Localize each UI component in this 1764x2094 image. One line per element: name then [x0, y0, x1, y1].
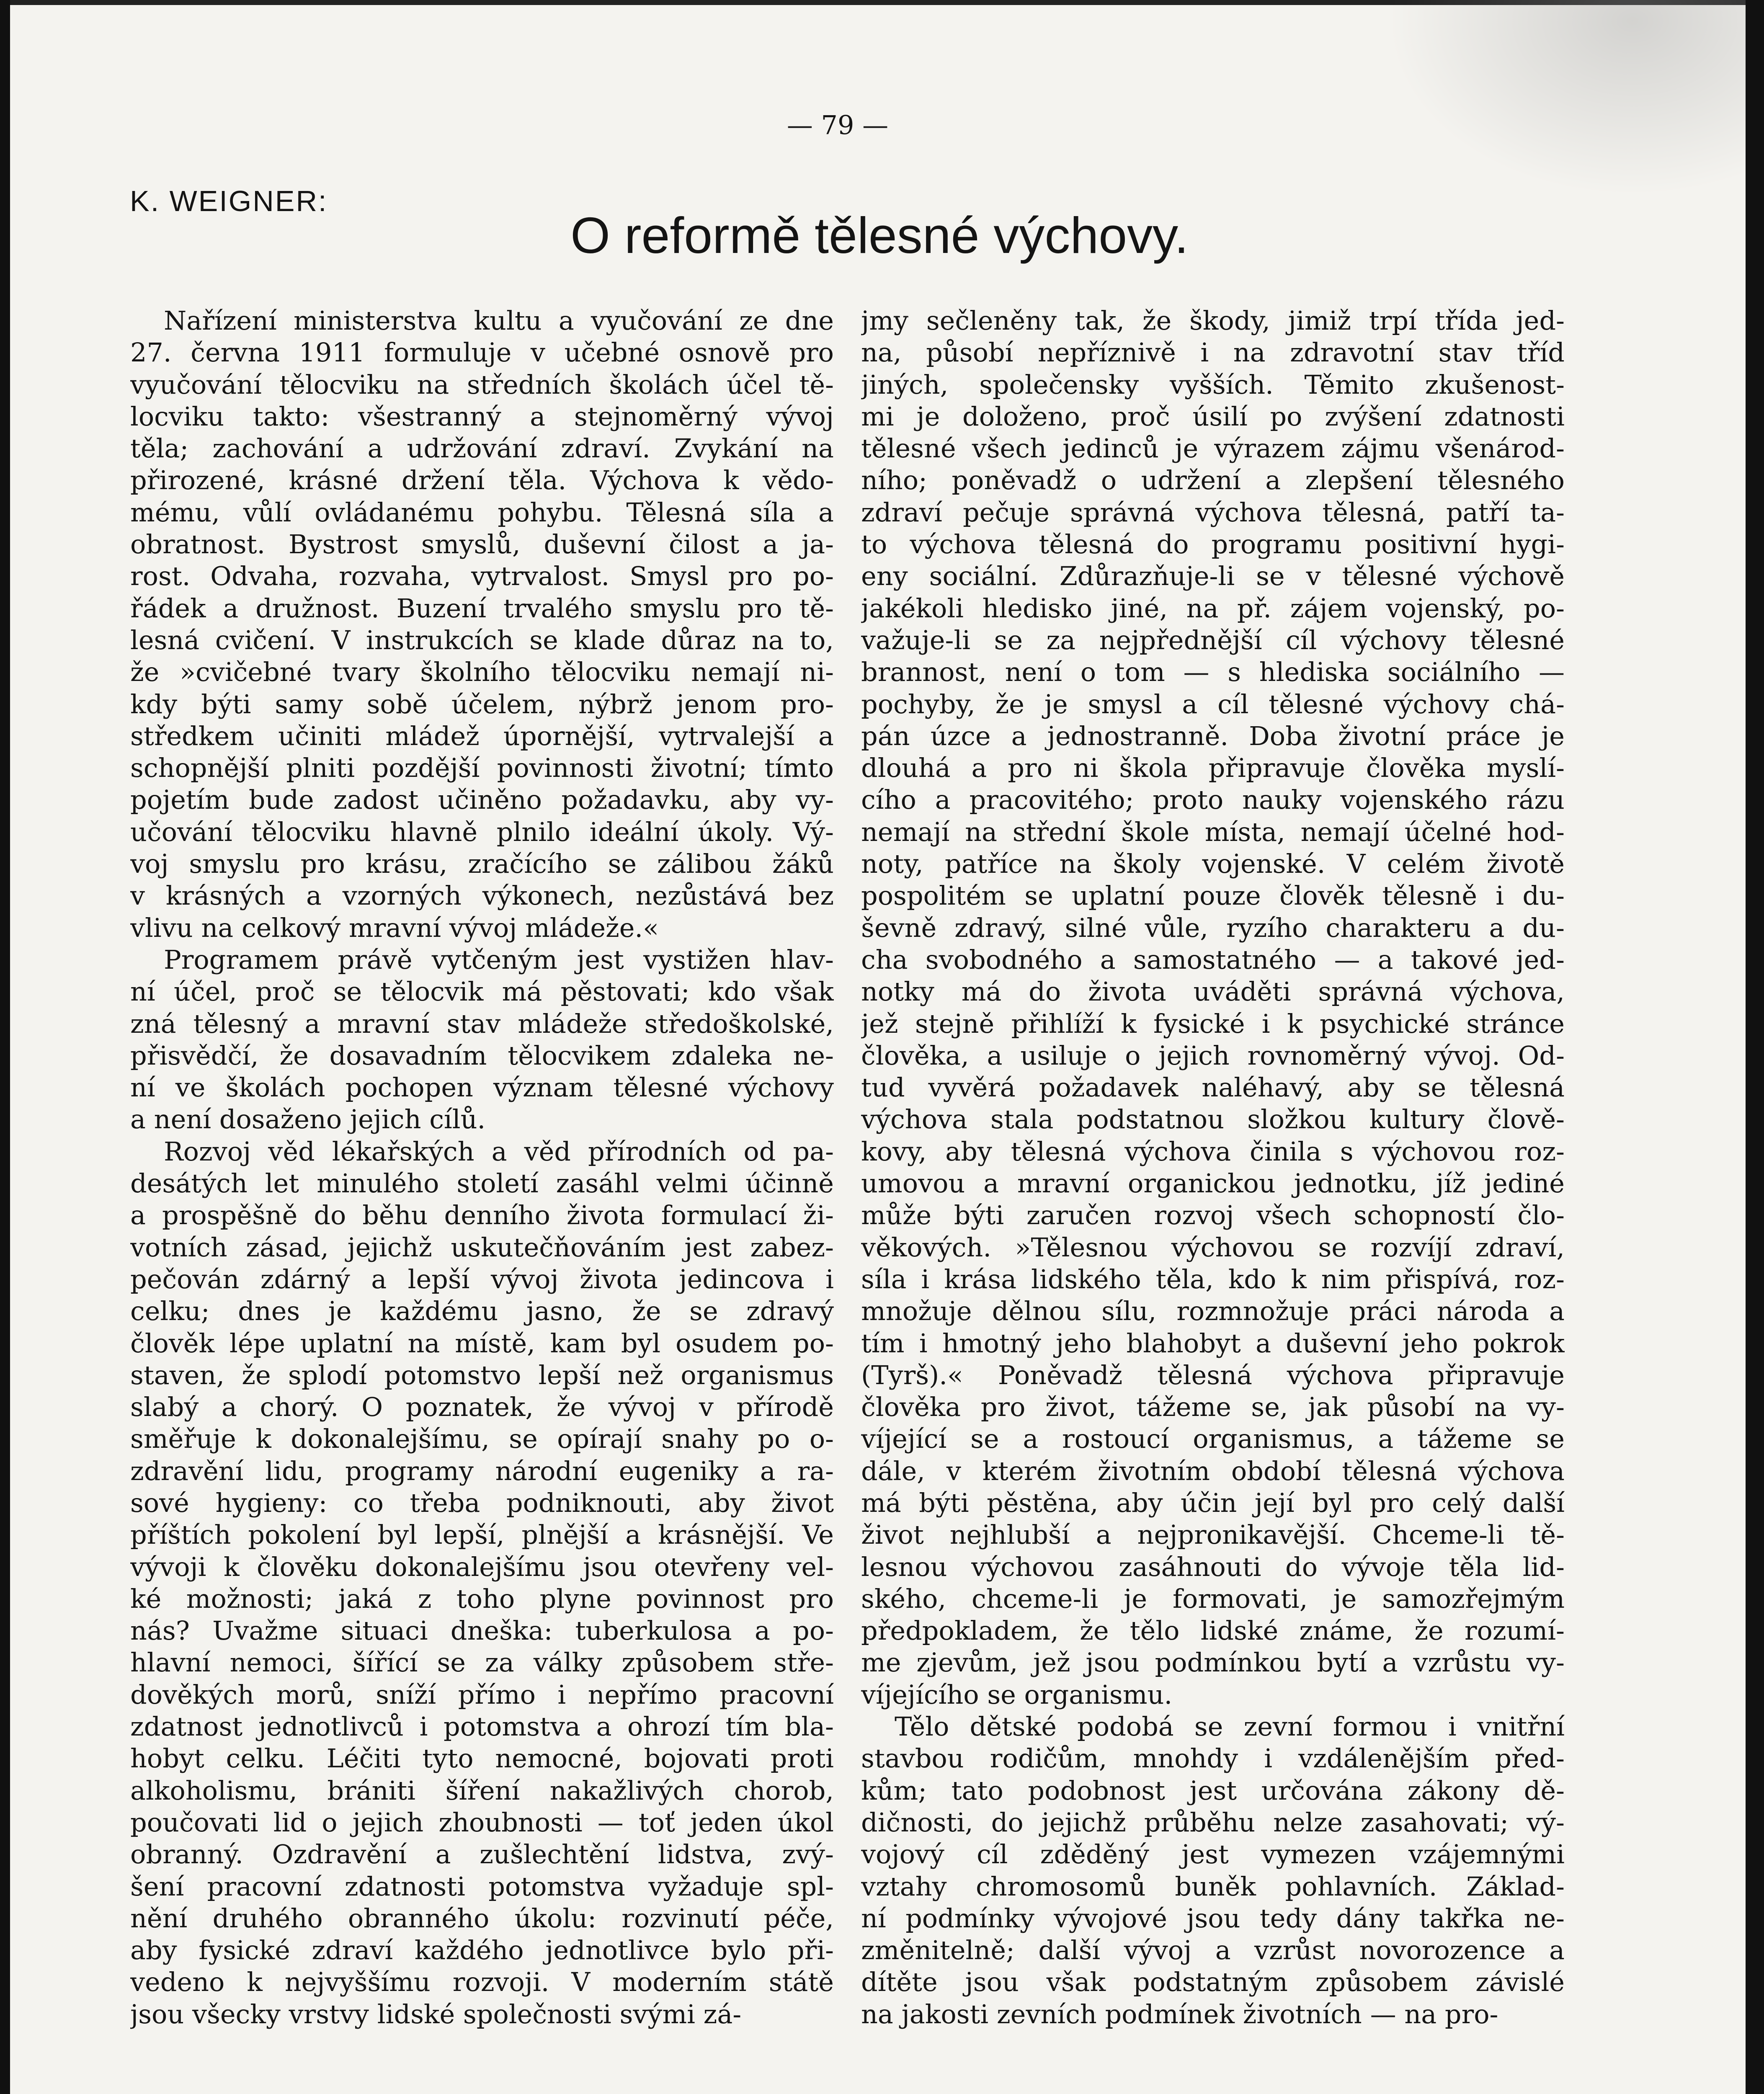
text-line: dověkých morů, sníží přímo i nepřímo pracovní	[130, 1679, 834, 1710]
text-line: příštích pokolení byl lepší, plnější a krásnější. Ve	[130, 1519, 834, 1550]
text-line: vlivu na celkový mravní vývoj mládeže.«	[130, 912, 659, 943]
text-line: předpokladem, že tělo lidské známe, že rozumí-	[861, 1615, 1565, 1646]
text-line: pospolitém se uplatní pouze člověk tělesně i du-	[861, 880, 1565, 911]
text-line: to výchova tělesná do programu positivní hygi-	[861, 529, 1565, 560]
text-line: může býti zaručen rozvoj všech schopností člo-	[861, 1200, 1565, 1231]
text-line: pojetím bude zadost učiněno požadavku, aby vy-	[130, 784, 834, 815]
text-line: život nejhlubší a nejpronikavější. Chceme-li tě-	[861, 1519, 1565, 1550]
text-line: že »cvičebné tvary školního tělocviku nemají ni-	[130, 657, 834, 688]
text-line: středkem učiniti mládež úpornější, vytrvalejší a	[130, 720, 834, 751]
text-line: celku; dnes je každému jasno, že se zdravý	[130, 1296, 834, 1327]
text-line: poučovati lid o jejich zhoubnosti — toť jeden úkol	[130, 1807, 834, 1838]
text-line: zdatnost jednotlivců i potomstva a ohrozí tím bla-	[130, 1711, 834, 1742]
text-line: kdy býti samy sobě účelem, nýbrž jenom pro-	[130, 689, 834, 719]
text-line: ké možnosti; jaká z toho plyne povinnost pro	[130, 1583, 834, 1614]
text-line: schopnější plniti pozdější povinnosti životní; tímto	[130, 753, 834, 784]
text-column-left	[130, 305, 834, 2030]
text-line: Nařízení ministerstva kultu a vyučování ze dne	[164, 305, 834, 336]
text-line: umovou a mravní organickou jednotku, jíž jediné	[861, 1168, 1565, 1199]
text-line: přirozené, krásné držení těla. Výchova k vědo-	[130, 465, 834, 496]
text-line: směřuje k dokonalejšímu, se opírají snahy po o-	[130, 1424, 834, 1454]
text-line: víjejícího se organismu.	[861, 1679, 1173, 1710]
text-line: mému, vůlí ovládanému pohybu. Tělesná síla a	[130, 497, 834, 528]
text-line: jmy sečleněny tak, že škody, jimiž trpí třída jed-	[861, 305, 1565, 336]
text-line: řádek a družnost. Buzení trvalého smyslu pro tě-	[130, 593, 834, 624]
text-line: zdravění lidu, programy národní eugeniky a ra-	[130, 1455, 834, 1486]
text-line: hobyt celku. Léčiti tyto nemocné, bojovati proti	[130, 1743, 834, 1774]
text-line: važuje-li se za nejpřednější cíl výchovy tělesné	[861, 624, 1565, 655]
text-line: cího a pracovitého; proto nauky vojenského rázu	[861, 784, 1565, 815]
text-line: (Tyrš).« Poněvadž tělesná výchova připravuje	[861, 1359, 1565, 1390]
text-line: nás? Uvažme situaci dneška: tuberkulosa a po-	[130, 1615, 834, 1646]
text-line: kům; tato podobnost jest určována zákony dě-	[861, 1775, 1565, 1806]
scan-smudge	[1369, 0, 1746, 209]
text-line: jakékoli hledisko jiné, na př. zájem vojenský, po-	[861, 593, 1565, 624]
text-line: ševně zdravý, silné vůle, ryzího charakteru a du-	[861, 912, 1565, 943]
text-line: votních zásad, jejichž uskutečňováním jest zabez-	[130, 1232, 834, 1263]
text-line: pán úzce a jednostranně. Doba životní práce je	[861, 720, 1565, 751]
text-line: zná tělesný a mravní stav mládeže středoškolské,	[130, 1008, 834, 1039]
text-line: těla; zachování a udržování zdraví. Zvykání na	[130, 433, 834, 464]
text-line: brannost, není o tom — s hlediska sociálního —	[861, 657, 1565, 688]
text-line: ní účel, proč se tělocvik má pěstovati; kdo však	[130, 976, 834, 1007]
text-line: hlavní nemoci, šířící se za války způsobem stře-	[130, 1647, 834, 1678]
text-line: Rozvoj věd lékařských a věd přírodních od pa-	[164, 1136, 834, 1167]
text-line: kovy, aby tělesná výchova činila s výchovou roz-	[861, 1136, 1565, 1167]
text-line: stavbou rodičům, mnohdy i vzdálenějším před-	[861, 1743, 1565, 1774]
text-line: vývoji k člověku dokonalejšímu jsou otevřeny vel-	[130, 1551, 834, 1582]
text-line: desátých let minulého století zasáhl velmi účinně	[130, 1168, 834, 1199]
text-line: vedeno k nejvyššímu rozvoji. V moderním státě	[130, 1967, 834, 1998]
text-line: dlouhá a pro ni škola připravuje člověka myslí-	[861, 753, 1565, 784]
text-line: tím i hmotný jeho blahobyt a duševní jeho pokrok	[861, 1328, 1565, 1359]
text-line: Programem právě vytčeným jest vystižen hlav-	[164, 944, 834, 975]
text-line: notky má do života uváděti správná výchova,	[861, 976, 1565, 1007]
text-line: přisvědčí, že dosavadním tělocvikem zdaleka ne-	[130, 1040, 834, 1071]
text-line: slabý a chorý. O poznatek, že vývoj v přírodě	[130, 1392, 834, 1423]
text-line: člověka, a usiluje o jejich rovnoměrný vývoj. Od-	[861, 1040, 1565, 1071]
text-line: 27. června 1911 formuluje v učebné osnově pro	[130, 337, 834, 368]
text-line: tud vyvěrá požadavek naléhavý, aby se tělesná	[861, 1072, 1565, 1103]
text-line: alkoholismu, brániti šíření nakažlivých chorob,	[130, 1775, 834, 1806]
text-line: dále, v kterém životním období tělesná výchova	[861, 1455, 1565, 1486]
text-line: locviku takto: všestranný a stejnoměrný vývoj	[130, 401, 834, 432]
text-line: lesná cvičení. V instrukcích se klade důraz na to,	[130, 624, 834, 655]
text-line: věkových. »Tělesnou výchovou se rozvíjí zdraví,	[861, 1232, 1565, 1263]
text-line: učování tělocviku hlavně plnilo ideální úkoly. Vý-	[130, 816, 834, 847]
text-line: lesnou výchovou zasáhnouti do vývoje těla lid-	[861, 1551, 1565, 1582]
text-line: rost. Odvaha, rozvaha, vytrvalost. Smysl pro po-	[130, 561, 834, 592]
text-line: jiných, společensky vyšších. Těmito zkušenost-	[861, 369, 1565, 400]
article-title: O reformě tělesné výchovy.	[570, 207, 1189, 264]
text-line: dítěte jsou však podstatným způsobem závislé	[861, 1967, 1565, 1998]
text-line: člověk lépe uplatní na místě, kam byl osudem po-	[130, 1328, 834, 1359]
text-line: zdraví pečuje správná výchova tělesná, patří ta-	[861, 497, 1565, 528]
text-line: ního; poněvadž o udržení a zlepšení tělesného	[861, 465, 1565, 496]
text-line: obranný. Ozdravění a zušlechtění lidstva, zvý-	[130, 1839, 834, 1870]
text-line: me zjevům, jež jsou podmínkou bytí a vzrůstu vy-	[861, 1647, 1565, 1678]
text-line: vyučování tělocviku na středních školách účel tě-	[130, 369, 834, 400]
author-name: K. WEIGNER:	[130, 185, 328, 217]
text-line: a není dosaženo jejich cílů.	[130, 1104, 486, 1135]
text-line: má býti pěstěna, aby účin její byl pro celý další	[861, 1487, 1565, 1518]
text-line: vztahy chromosomů buněk pohlavních. Základ-	[861, 1871, 1565, 1902]
text-line: nemají na střední škole místa, nemají účelné hod-	[861, 816, 1565, 847]
text-line: mi je doloženo, proč úsilí po zvýšení zdatnosti	[861, 401, 1565, 432]
scan-border-left	[0, 0, 10, 2094]
text-line: Tělo dětské podobá se zevní formou i vnitřní	[895, 1711, 1565, 1742]
text-line: voj smyslu pro krásu, zračícího se zálibou žáků	[130, 848, 834, 879]
text-line: ní podmínky vývojové jsou tedy dány takřka ne-	[861, 1903, 1565, 1934]
text-line: jež stejně přihlíží k fysické i k psychické stránce	[861, 1008, 1565, 1039]
text-line: výchova stala podstatnou složkou kultury člově-	[861, 1104, 1565, 1135]
scan-border-right	[1746, 0, 1764, 2094]
text-line: síla i krása lidského těla, kdo k nim přispívá, roz-	[861, 1264, 1565, 1295]
text-line: tělesné všech jedinců je výrazem zájmu všenárod-	[861, 433, 1565, 464]
text-line: množuje dělnou sílu, rozmnožuje práci národa a	[861, 1296, 1565, 1327]
text-line: víjející se a rostoucí organismus, a tážeme se	[861, 1424, 1565, 1454]
text-line: ského, chceme-li je formovati, je samozřejmým	[861, 1583, 1565, 1614]
text-line: nění druhého obranného úkolu: rozvinutí péče,	[130, 1903, 834, 1934]
text-line: změnitelně; další vývoj a vzrůst novorozence a	[861, 1935, 1565, 1966]
text-line: ní ve školách pochopen význam tělesné výchovy	[130, 1072, 834, 1103]
text-line: eny sociální. Zdůrazňuje-li se v tělesné výchově	[861, 561, 1565, 592]
text-line: člověka pro život, tážeme se, jak působí na vy-	[861, 1392, 1565, 1423]
text-line: dičnosti, do jejichž průběhu nelze zasahovati; vý-	[861, 1807, 1565, 1838]
text-line: jsou všecky vrstvy lidské společnosti svými zá-	[130, 1999, 742, 2030]
text-column-right	[861, 305, 1565, 2030]
text-line: aby fysické zdraví každého jednotlivce bylo při-	[130, 1935, 834, 1966]
text-line: a prospěšně do běhu denního života formulací ži-	[130, 1200, 834, 1231]
text-line: pečován zdárný a lepší vývoj života jedincova i	[130, 1264, 834, 1295]
text-line: staven, že splodí potomstvo lepší než organismus	[130, 1359, 834, 1390]
text-line: sové hygieny: co třeba podniknouti, aby život	[130, 1487, 834, 1518]
page-number: — 79 —	[787, 110, 889, 140]
text-line: v krásných a vzorných výkonech, nezůstává bez	[130, 880, 834, 911]
text-line: šení pracovní zdatnosti potomstva vyžaduje spl-	[130, 1871, 834, 1902]
text-line: cha svobodného a samostatného — a takové jed-	[861, 944, 1565, 975]
text-line: vojový cíl zděděný jest vymezen vzájemnými	[861, 1839, 1565, 1870]
text-line: noty, patříce na školy vojenské. V celém životě	[861, 848, 1565, 879]
text-line: obratnost. Bystrost smyslů, duševní čilost a ja-	[130, 529, 834, 560]
text-line: pochyby, že je smysl a cíl tělesné výchovy chá-	[861, 689, 1565, 719]
text-line: na jakosti zevních podmínek životních — na pro-	[861, 1999, 1498, 2030]
text-line: na, působí nepříznivě i na zdravotní stav tříd	[861, 337, 1565, 368]
